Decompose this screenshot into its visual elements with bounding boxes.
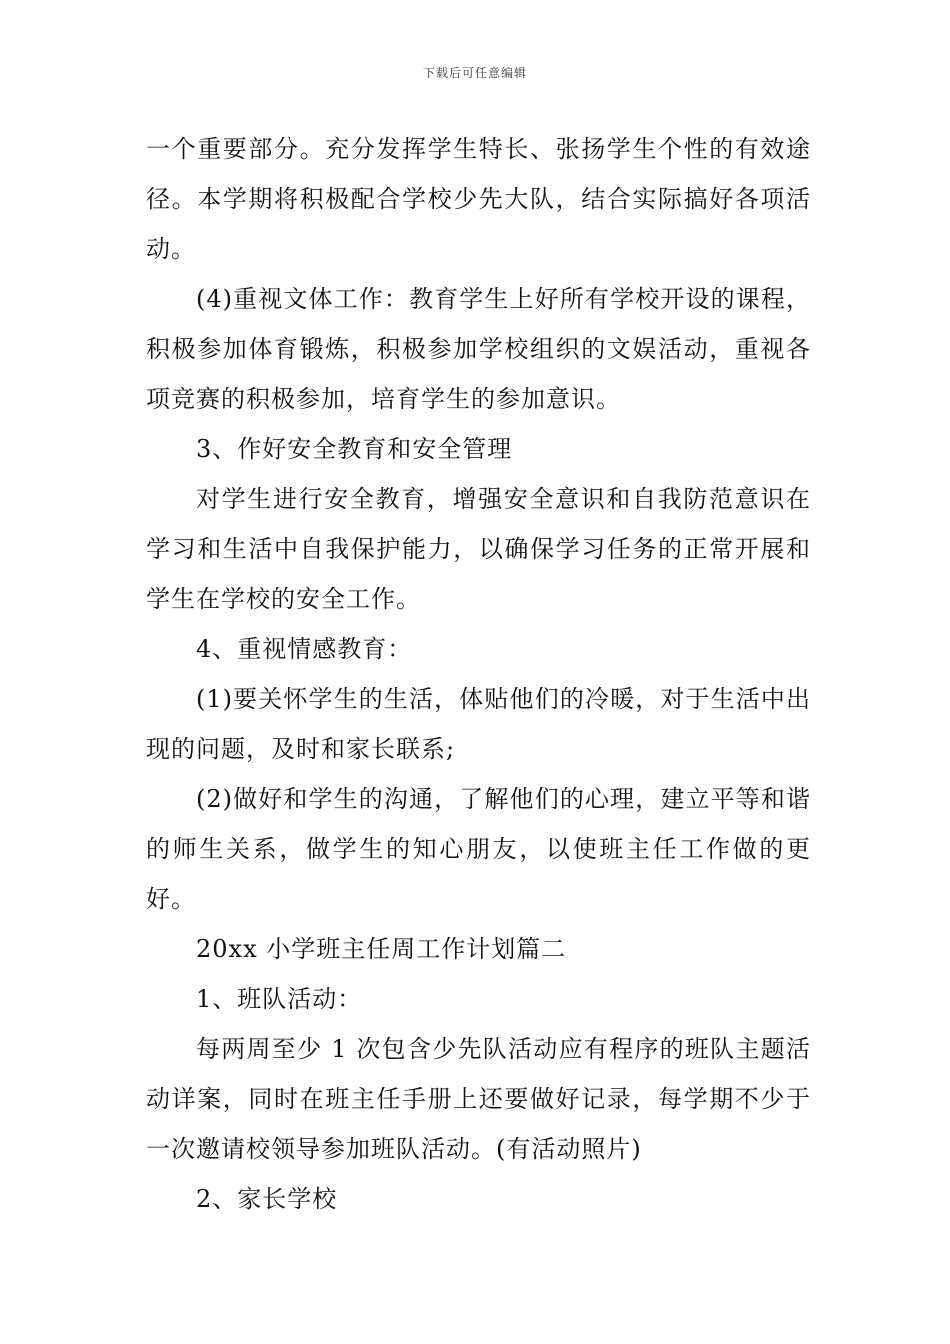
heading-emotional-education: 4、重视情感教育： bbox=[196, 635, 413, 663]
paragraph-safety-education: 对学生进行安全教育，增强安全意识和自我防范意识在学习和生活中自我保护能力，以确保学习任务的正常开展和学生在学校的安全工作。 bbox=[146, 485, 811, 613]
paragraph-care-for-students: (1)要关怀学生的生活，体贴他们的冷暖，对于生活中出现的问题，及时和家长联系; bbox=[146, 685, 811, 763]
section-title-part-two: 20xx 小学班主任周工作计划篇二 bbox=[196, 935, 567, 963]
paragraph-sports-work: (4)重视文体工作：教育学生上好所有学校开设的课程，积极参加体育锻炼，积极参加学校组织的文娱活动，重视各项竞赛的积极参加，培育学生的参加意识。 bbox=[146, 285, 811, 413]
paragraph-continuation: 一个重要部分。充分发挥学生特长、张扬学生个性的有效途径。本学期将积极配合学校少先大队，结合实际搞好各项活动。 bbox=[146, 135, 811, 263]
paragraph-class-activities: 每两周至少 1 次包含少先队活动应有程序的班队主题活动详案，同时在班主任手册上还要做好记录，每学期不少于一次邀请校领导参加班队活动。(有活动照片) bbox=[146, 1035, 811, 1163]
document-body bbox=[146, 124, 811, 1224]
paragraph-communication: (2)做好和学生的沟通，了解他们的心理，建立平等和谐的师生关系，做学生的知心朋友，以使班主任工作做的更好。 bbox=[146, 785, 811, 913]
heading-safety-education: 3、作好安全教育和安全管理 bbox=[196, 435, 513, 463]
heading-parent-school: 2、家长学校 bbox=[196, 1185, 338, 1213]
heading-class-activities: 1、班队活动： bbox=[196, 985, 363, 1013]
page-header-note: 下载后可任意编辑 bbox=[422, 66, 527, 80]
